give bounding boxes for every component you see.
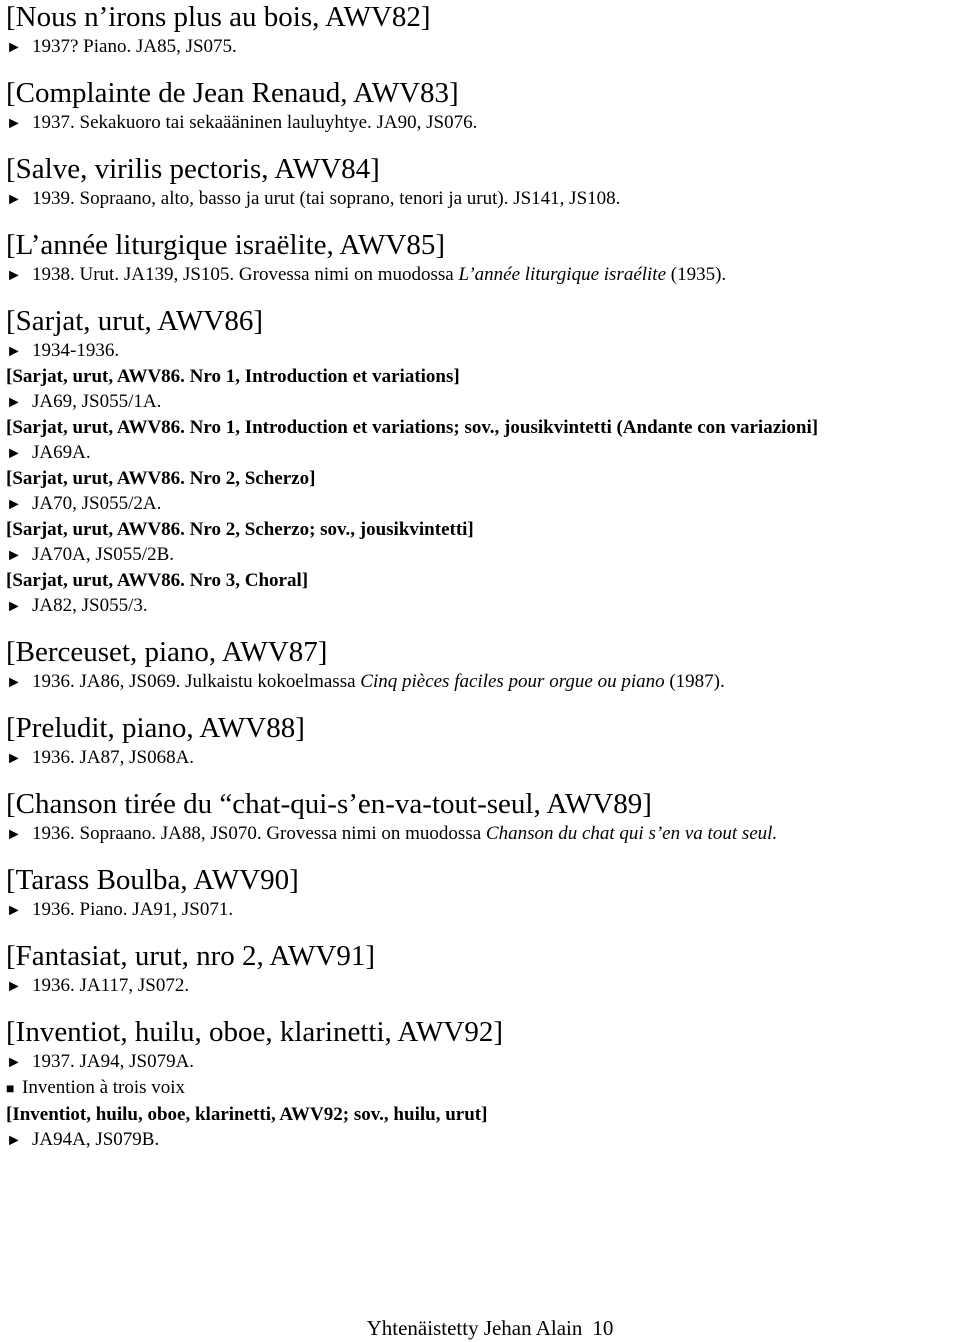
entry-title: [Nous n’irons plus au bois, AWV82]: [6, 1, 431, 33]
arrow-icon: ►: [6, 267, 22, 284]
work-title-italic: Cinq pièces faciles pour orgue ou piano: [360, 671, 665, 692]
arrow-icon: ►: [6, 902, 22, 919]
entry-title: [Chanson tirée du “chat-qui-s’en-va-tout-seul, AWV89]: [6, 788, 652, 820]
entry-detail: [6, 186, 956, 212]
page-number: 10: [592, 1316, 614, 1340]
arrow-icon: ►: [6, 1054, 22, 1071]
detail-text: 1934-1936.: [32, 340, 120, 361]
entry-detail: [6, 338, 956, 364]
entry-spacer: [6, 212, 956, 228]
subentry-heading: [Sarjat, urut, AWV86. Nro 2, Scherzo; sov., jousikvintetti]: [6, 519, 474, 540]
entry-detail: [6, 897, 956, 923]
entry-title: [Tarass Boulba, AWV90]: [6, 864, 299, 896]
subentry-detail: [6, 1127, 956, 1153]
catalog-entry: [6, 304, 956, 619]
detail-text: JA70A, JS055/2B.: [32, 544, 174, 565]
arrow-icon: ►: [6, 115, 22, 132]
subentry-heading: [Inventiot, huilu, oboe, klarinetti, AWV92; sov., huilu, urut]: [6, 1104, 488, 1125]
entry-title: [Preludit, piano, AWV88]: [6, 712, 305, 744]
entry-title: [Salve, virilis pectoris, AWV84]: [6, 153, 380, 185]
work-title-italic: L’année liturgique israélite: [458, 264, 667, 285]
detail-text: 1936. Sopraano. JA88, JS070. Grovessa nimi on muodossa: [32, 823, 486, 844]
entry-detail: [6, 669, 956, 695]
subentry-heading: [Sarjat, urut, AWV86. Nro 3, Choral]: [6, 570, 309, 591]
entry-title: [Complainte de Jean Renaud, AWV83]: [6, 77, 459, 109]
entry-spacer: [6, 847, 956, 863]
detail-text: 1936. JA87, JS068A.: [32, 747, 195, 768]
document-body: [6, 0, 956, 1153]
arrow-icon: ►: [6, 343, 22, 360]
catalog-entry: [6, 152, 956, 212]
subentry-heading: [Sarjat, urut, AWV86. Nro 1, Introduction et variations]: [6, 366, 460, 387]
detail-text: 1937? Piano. JA85, JS075.: [32, 36, 237, 57]
arrow-icon: ►: [6, 445, 22, 462]
arrow-icon: ►: [6, 191, 22, 208]
detail-text-end: (1935).: [666, 264, 727, 285]
entry-title: [L’année liturgique israëlite, AWV85]: [6, 229, 445, 261]
detail-text: 1939. Sopraano, alto, basso ja urut (tai soprano, tenori ja urut). JS141, JS108.: [32, 188, 621, 209]
work-title-italic: Chanson du chat qui s’en va tout seul.: [485, 823, 778, 844]
catalog-entry: [6, 228, 956, 288]
entry-spacer: [6, 619, 956, 635]
entry-title: [Inventiot, huilu, oboe, klarinetti, AWV92]: [6, 1016, 504, 1048]
footer-title: Yhtenäistetty Jehan Alain: [366, 1316, 583, 1340]
entry-spacer: [6, 923, 956, 939]
arrow-icon: ►: [6, 1132, 22, 1149]
detail-text: JA69, JS055/1A.: [32, 391, 162, 412]
catalog-entry: [6, 635, 956, 695]
detail-text: 1936. JA117, JS072.: [32, 975, 190, 996]
arrow-icon: ►: [6, 598, 22, 615]
entry-variant: [6, 1075, 956, 1102]
detail-text: 1936. JA86, JS069. Julkaistu kokoelmassa: [32, 671, 361, 692]
arrow-icon: ►: [6, 826, 22, 843]
subentry-detail: [6, 593, 956, 619]
detail-text: 1937. Sekakuoro tai sekaääninen lauluyhtye. JA90, JS076.: [32, 112, 478, 133]
catalog-entry: [6, 863, 956, 923]
entry-title: [Fantasiat, urut, nro 2, AWV91]: [6, 940, 375, 972]
entry-detail: [6, 821, 956, 847]
entry-spacer: [6, 695, 956, 711]
square-bullet-icon: ■: [6, 1082, 15, 1097]
entry-detail: [6, 34, 956, 60]
arrow-icon: ►: [6, 39, 22, 56]
arrow-icon: ►: [6, 978, 22, 995]
arrow-icon: ►: [6, 674, 22, 691]
entry-detail: [6, 745, 956, 771]
entry-spacer: [6, 288, 956, 304]
arrow-icon: ►: [6, 496, 22, 513]
subentry-detail: [6, 389, 956, 415]
entry-spacer: [6, 60, 956, 76]
subentry-detail: [6, 440, 956, 466]
detail-text: JA82, JS055/3.: [32, 595, 148, 616]
arrow-icon: ►: [6, 394, 22, 411]
catalog-entry: [6, 76, 956, 136]
detail-text: 1938. Urut. JA139, JS105. Grovessa nimi on muodossa: [32, 264, 459, 285]
detail-text-end: (1987).: [664, 671, 725, 692]
entry-spacer: [6, 771, 956, 787]
subentry-detail: [6, 542, 956, 568]
catalog-entry: [6, 939, 956, 999]
entry-detail: [6, 110, 956, 136]
entry-detail: [6, 1049, 956, 1075]
entry-title: [Berceuset, piano, AWV87]: [6, 636, 328, 668]
entry-detail: [6, 262, 956, 288]
entry-spacer: [6, 999, 956, 1015]
detail-text: 1936. Piano. JA91, JS071.: [32, 899, 234, 920]
detail-text: 1937. JA94, JS079A.: [32, 1051, 195, 1072]
catalog-entry: [6, 1015, 956, 1153]
subentry-heading: [Sarjat, urut, AWV86. Nro 1, Introduction et variations; sov., jousikvintetti (Andante con variazioni]: [6, 417, 819, 438]
entry-spacer: [6, 136, 956, 152]
detail-text: JA94A, JS079B.: [32, 1129, 160, 1150]
arrow-icon: ►: [6, 547, 22, 564]
catalog-entry: [6, 0, 956, 60]
catalog-entry: [6, 787, 956, 847]
subentry-detail: [6, 491, 956, 517]
detail-text: JA69A.: [32, 442, 91, 463]
page-footer: [0, 1314, 960, 1342]
detail-text: JA70, JS055/2A.: [32, 493, 162, 514]
catalog-entry: [6, 711, 956, 771]
entry-title: [Sarjat, urut, AWV86]: [6, 305, 264, 337]
entry-detail: [6, 973, 956, 999]
subentry-heading: [Sarjat, urut, AWV86. Nro 2, Scherzo]: [6, 468, 316, 489]
variant-text: Invention à trois voix: [22, 1077, 186, 1098]
arrow-icon: ►: [6, 750, 22, 767]
